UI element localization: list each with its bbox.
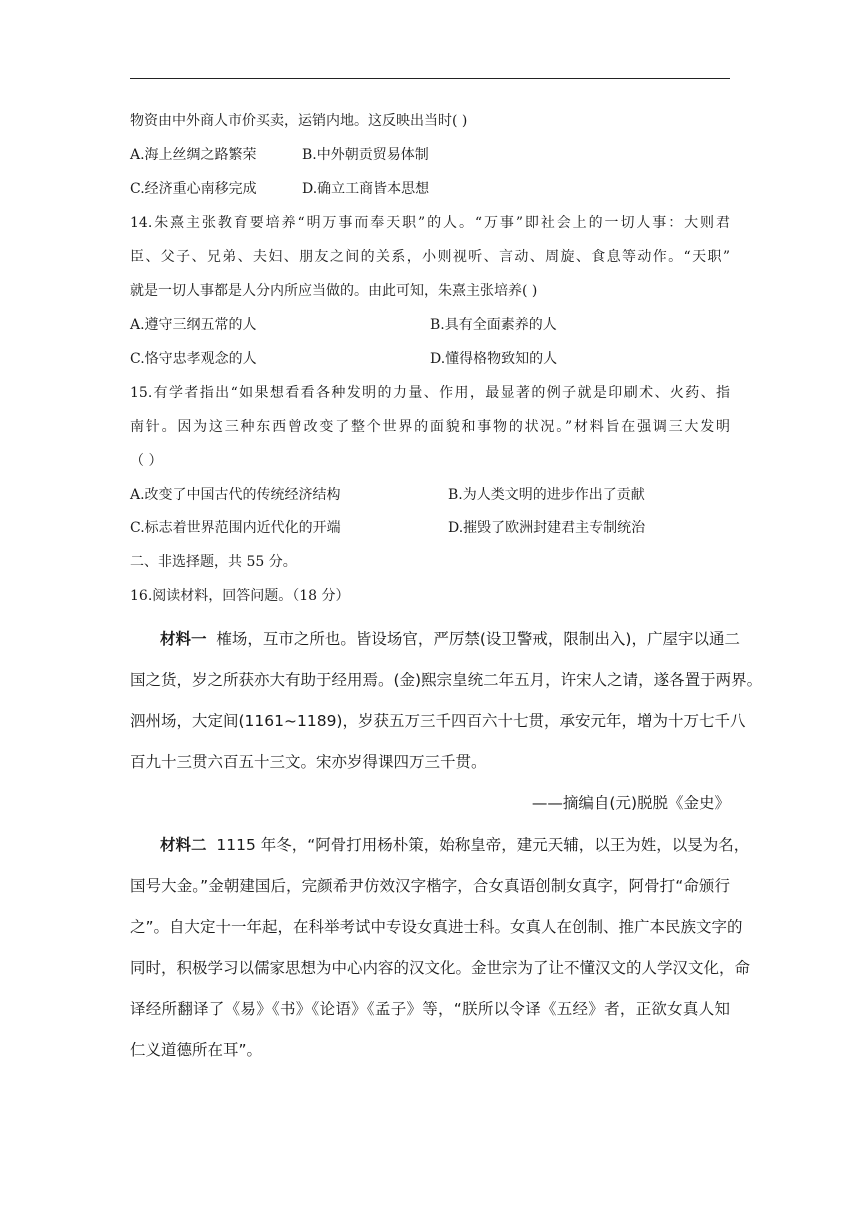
section-heading: 二、非选择题，共 55 分。 — [130, 554, 297, 570]
q15-option-a: A.改变了中国古代的传统经济结构 — [130, 487, 341, 503]
q13-option-a: A.海上丝绸之路繁荣 — [130, 147, 257, 163]
material2-line-1 — [160, 835, 749, 855]
q15-option-d: D.摧毁了欧洲封建君主专制统治 — [448, 520, 646, 536]
q14-line-2: 臣、父子、兄弟、夫妇、朋友之间的关系，小则视听、言动、周旋、食息等动作。“天职” — [130, 249, 730, 265]
material1-line-4: 百九十三贯六百五十三文。宋亦岁得课四万三千贯。 — [130, 753, 487, 771]
material1-label: 材料一 — [160, 630, 207, 648]
q14-option-b: B.具有全面素养的人 — [430, 317, 557, 333]
q14-line-1: 14.朱熹主张教育要培养“明万事而奉天职”的人。“万事”即社会上的一切人事：大则君 — [130, 215, 730, 231]
material1-line-2: 国之货，岁之所获亦大有助于经用焉。(金)熙宗皇统二年五月，许宋人之请，遂各置于两界。 — [130, 671, 763, 689]
q14-option-c: C.恪守忠孝观念的人 — [130, 351, 257, 367]
material1-line-3: 泗州场，大定间(1161~1189)，岁获五万三千四百六十七贯，承安元年，增为十万七千八 — [130, 712, 746, 730]
q15-option-b: B.为人类文明的进步作出了贡献 — [448, 487, 645, 503]
material2-line-3: 之”。自大定十一年起，在科举考试中专设女真进士科。女真人在创制、推广本民族文字的 — [130, 918, 743, 936]
q13-stem: 物资由中外商人市价买卖，运销内地。这反映出当时( ) — [130, 113, 468, 129]
q15-option-c: C.标志着世界范围内近代化的开端 — [130, 520, 341, 536]
header-rule — [130, 78, 730, 79]
q14-option-a: A.遵守三纲五常的人 — [130, 317, 257, 333]
material2-line-4: 同时，积极学习以儒家思想为中心内容的汉文化。金世宗为了让不懂汉文的人学汉文化，命 — [130, 959, 751, 977]
q15-line-2: 南针。因为这三种东西曾改变了整个世界的面貌和事物的状况。”材料旨在强调三大发明 — [130, 419, 730, 435]
q14-option-d: D.懂得格物致知的人 — [430, 351, 558, 367]
material2-line-1-text: 1115 年冬，“阿骨打用杨朴策，始称皇帝，建元天辅，以王为姓，以旻为名， — [216, 836, 750, 854]
q16-stem: 16.阅读材料，回答问题。（18 分） — [130, 588, 350, 604]
q15-line-1: 15.有学者指出“如果想看看各种发明的力量、作用，最显著的例子就是印刷术、火药、指 — [130, 385, 730, 401]
material1-line-1-text: 榷场，互市之所也。皆设场官，严厉禁(设卫警戒，限制出入)，广屋宇以通二 — [216, 630, 740, 648]
q13-option-b: B.中外朝贡贸易体制 — [302, 147, 429, 163]
material1-source: ——摘编自(元)脱脱《金史》 — [531, 794, 730, 812]
q13-option-c: C.经济重心南移完成 — [130, 181, 257, 197]
q15-line-3: （ ） — [130, 453, 163, 469]
material2-line-5: 译经所翻译了《易》《书》《论语》《孟子》等，“朕所以令译《五经》者，正欲女真人知 — [130, 1000, 730, 1018]
material2-line-2: 国号大金。”金朝建国后，完颜希尹仿效汉字楷字，合女真语创制女真字，阿骨打“命颁行 — [130, 877, 730, 895]
q13-option-d: D.确立工商皆本思想 — [302, 181, 430, 197]
material2-line-6: 仁义道德所在耳”。 — [130, 1041, 263, 1059]
material2-label: 材料二 — [160, 836, 207, 854]
q14-line-3: 就是一切人事都是人分内所应当做的。由此可知，朱熹主张培养( ) — [130, 283, 538, 299]
material1-line-1 — [160, 629, 740, 649]
